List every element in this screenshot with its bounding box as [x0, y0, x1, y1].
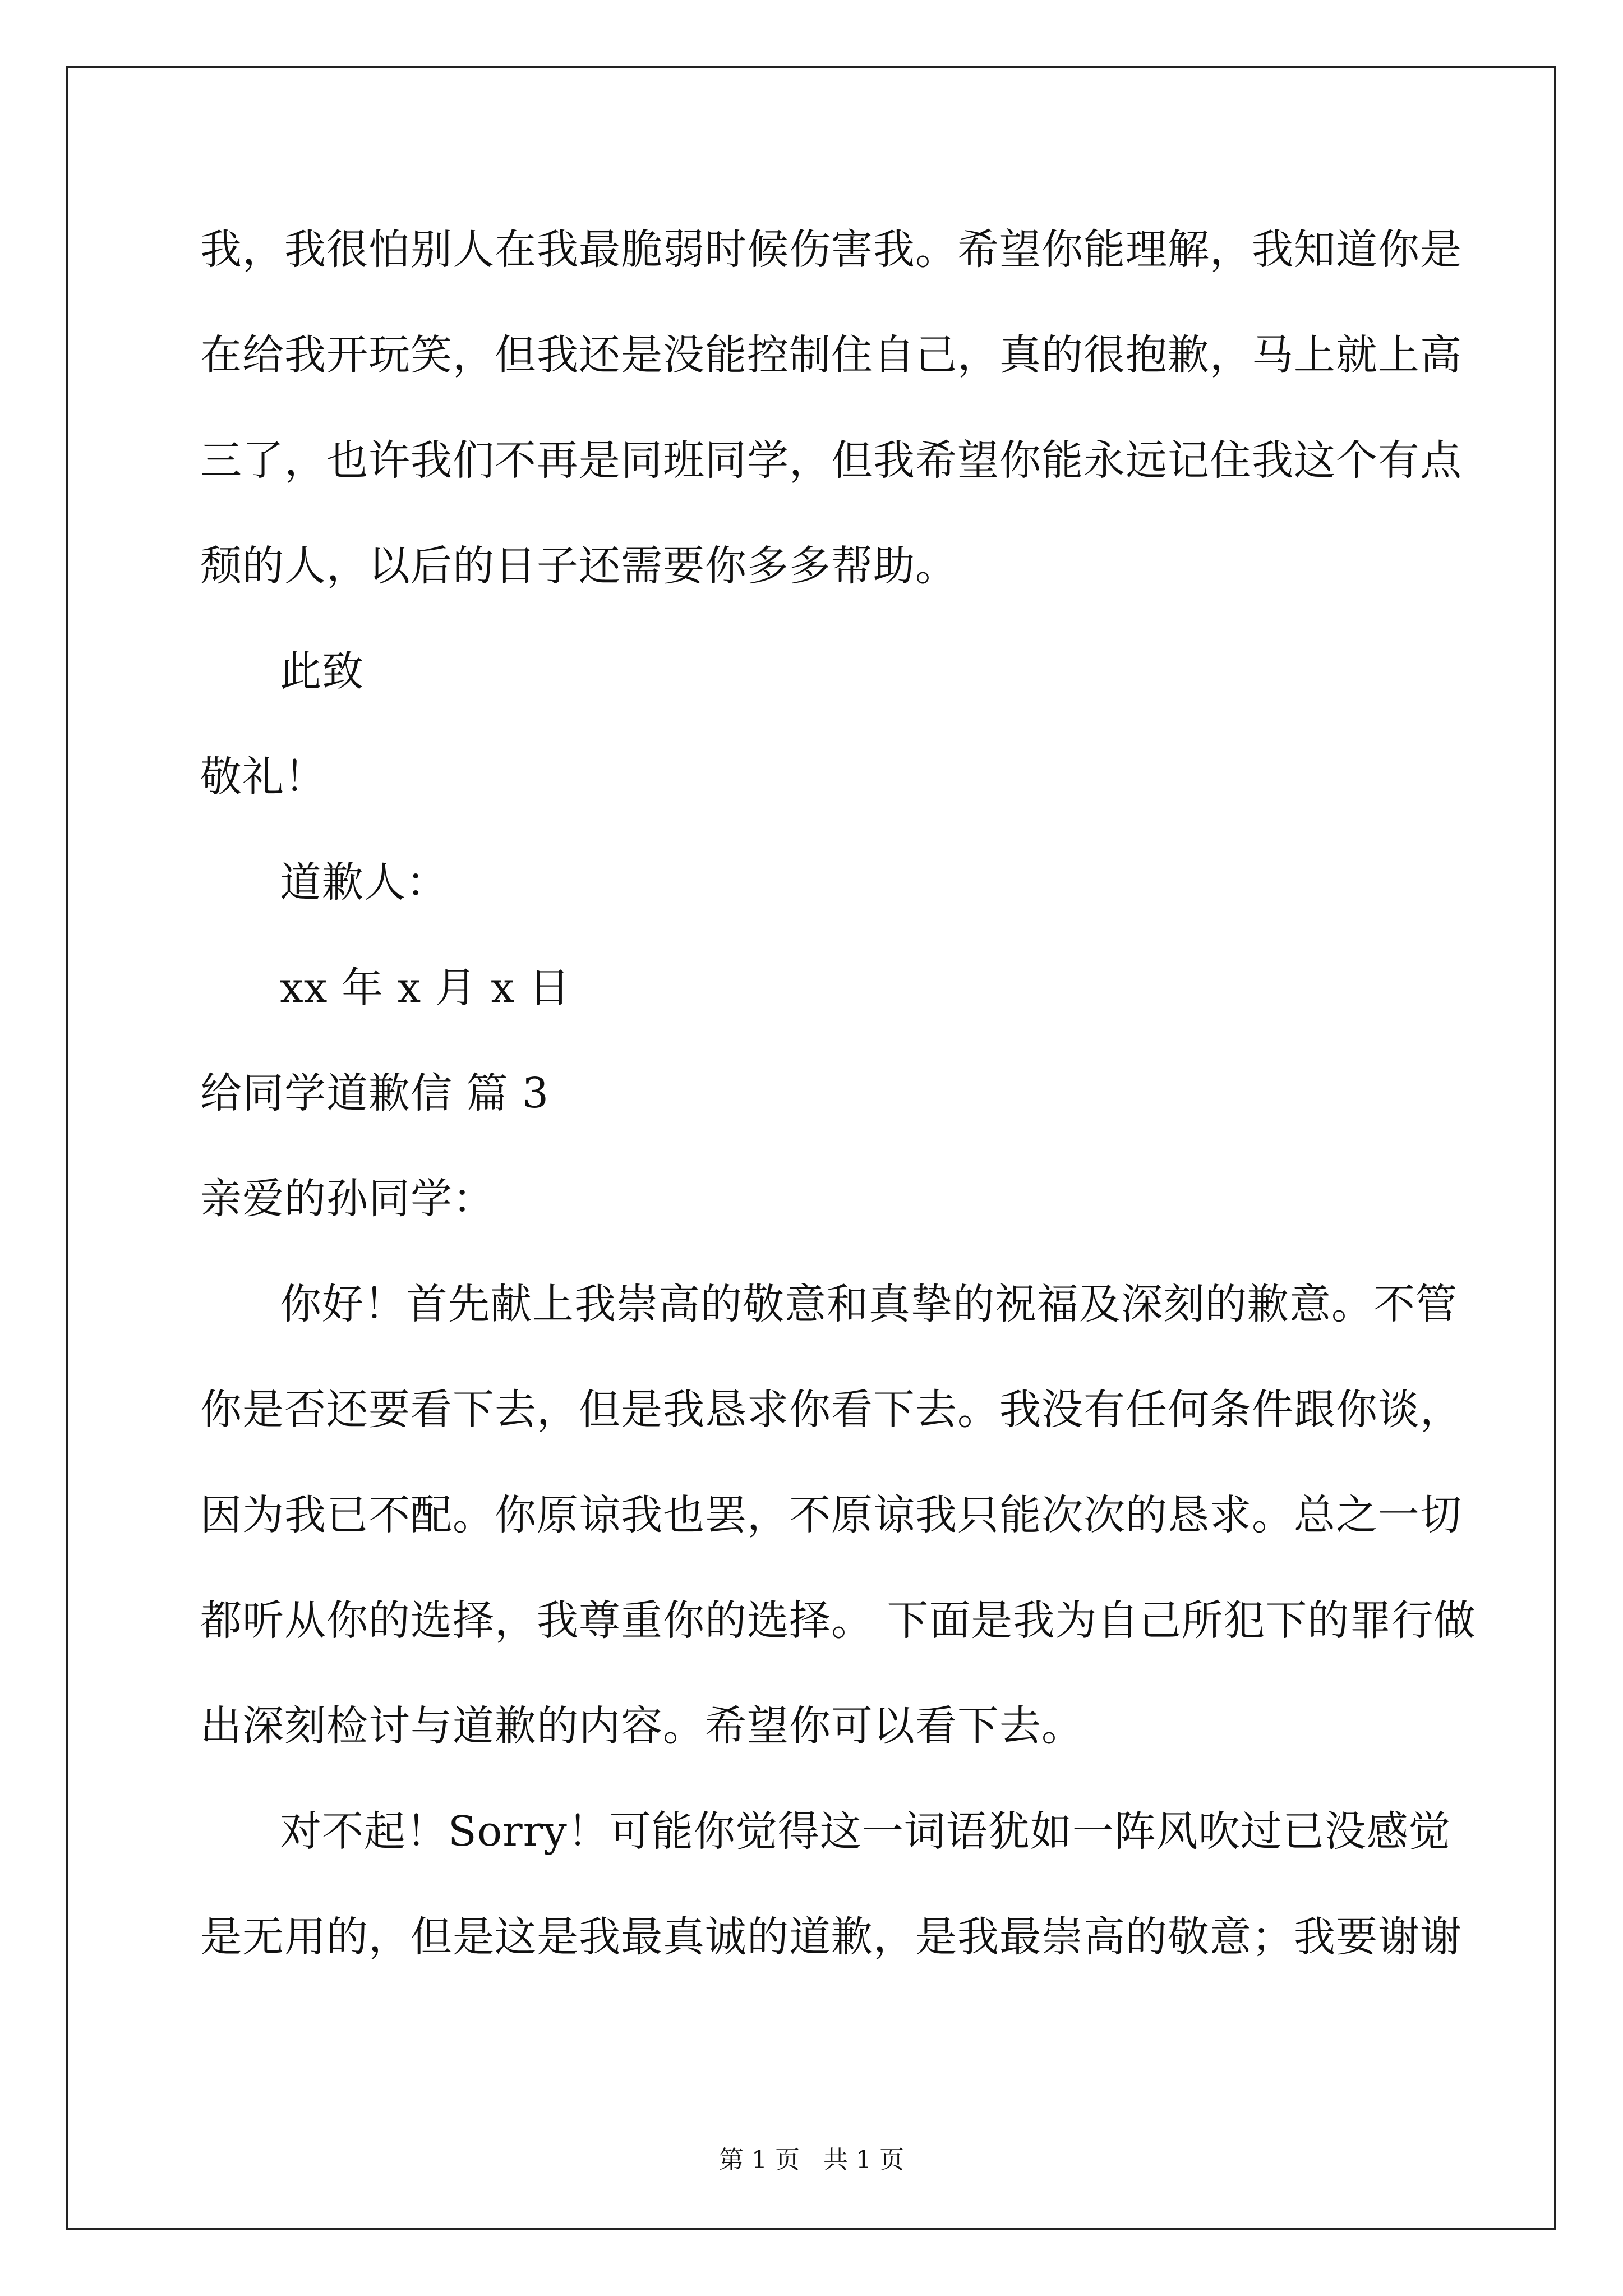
- paragraph-line: 在给我开玩笑，但我还是没能控制住自己，真的很抱歉，马上就上高: [200, 331, 1462, 379]
- paragraph-line: 因为我已不配。你原谅我也罢，不原谅我只能次次的恳求。总之一切: [200, 1491, 1462, 1539]
- page-footer: [0, 2145, 1623, 2176]
- signature-label: 道歉人：: [280, 858, 448, 907]
- paragraph-line: 三了，也许我们不再是同班同学，但我希望你能永远记住我这个有点: [200, 436, 1462, 485]
- closing-respect: 敬礼！: [200, 753, 326, 801]
- paragraph-line: 是无用的，但是这是我最真诚的道歉，是我最崇高的敬意；我要谢谢: [200, 1913, 1462, 1961]
- paragraph-line: 对不起！Sorry！可能你觉得这一词语犹如一阵风吹过已没感觉: [280, 1807, 1451, 1856]
- paragraph-line: 我，我很怕别人在我最脆弱时候伤害我。希望你能理解，我知道你是: [200, 226, 1462, 274]
- paragraph-line: 出深刻检讨与道歉的内容。希望你可以看下去。: [200, 1702, 1083, 1750]
- date-line: xx 年 x 月 x 日: [280, 964, 571, 1012]
- closing-salutation: 此致: [280, 647, 364, 696]
- section-title: 给同学道歉信 篇 3: [200, 1069, 550, 1117]
- paragraph-line: 你是否还要看下去，但是我恳求你看下去。我没有任何条件跟你谈，: [200, 1386, 1462, 1434]
- paragraph-line: 颓的人，以后的日子还需要你多多帮助。: [200, 542, 957, 590]
- paragraph-line: 你好！首先献上我崇高的敬意和真挚的祝福及深刻的歉意。不管: [280, 1280, 1458, 1328]
- page-border: [66, 66, 1556, 2230]
- page-number-total: 共 1 页: [823, 2146, 904, 2174]
- letter-greeting: 亲爱的孙同学：: [200, 1175, 495, 1223]
- paragraph-line: 都听从你的选择，我尊重你的选择。 下面是我为自己所犯下的罪行做: [200, 1596, 1476, 1645]
- page-number-current: 第 1 页: [719, 2146, 800, 2174]
